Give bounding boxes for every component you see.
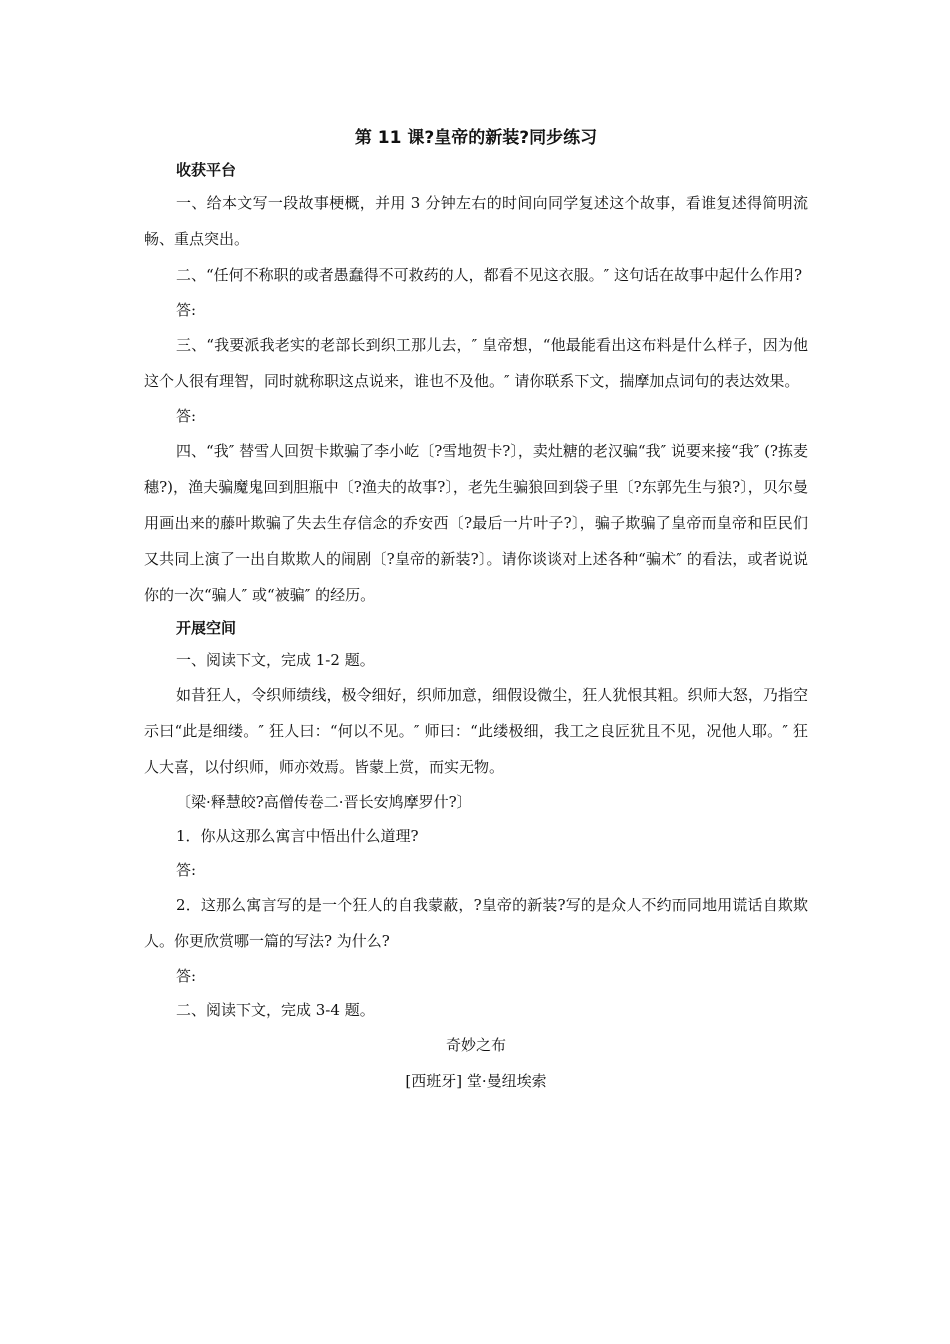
section-heading-expand: 开展空间 xyxy=(176,619,237,637)
answer-label: 答: xyxy=(176,407,197,425)
question-4: 四、“我″ 替雪人回贺卡欺骗了李小屹〔?雪地贺卡?〕，卖灶糖的老汉骗“我″ 说要来接“我″ (?拣麦穗?)，渔夫骗魔鬼回到胆瓶中〔?渔夫的故事?〕，老先生骗狼回到袋子里〔?东郭先生与狼?〕，贝尔曼用画出来的藤叶欺骗了失去生存信念的乔安西〔?最后一片叶子?〕，骗子欺骗了皇帝而皇帝和臣民们又共同上演了一出自欺欺人的闹剧〔?皇帝的新装?〕。请你谈谈对上述各种“骗术″ 的看法，或者说说你的一次“骗人″ 或“被骗″ 的经历。 xyxy=(144,442,808,604)
question-2: 二、“任何不称职的或者愚蠢得不可救药的人，都看不见这衣服。″ 这句话在故事中起什么作用? xyxy=(176,266,803,284)
answer-label: 答: xyxy=(176,861,197,879)
reading-intro-1: 一、阅读下文，完成 1-2 题。 xyxy=(176,651,375,669)
passage-source: 〔梁·释慧皎?高僧传卷二·晋长安鸠摩罗什?〕 xyxy=(176,793,472,811)
answer-label: 答: xyxy=(176,301,197,319)
story-title: 奇妙之布 xyxy=(445,1036,506,1054)
reading-intro-2: 二、阅读下文，完成 3-4 题。 xyxy=(176,1001,375,1019)
sub-question-2: 2．这那么寓言写的是一个狂人的自我蒙蔽，?皇帝的新装?写的是众人不约而同地用谎话自欺欺人。你更欣赏哪一篇的写法? 为什么? xyxy=(144,896,808,950)
question-3: 三、“我要派我老实的老部长到织工那儿去，″ 皇帝想，“他最能看出这布料是什么样子，因为他这个人很有理智，同时就称职这点说来，谁也不及他。″ 请你联系下文，揣摩加点词句的表达效果。 xyxy=(144,336,808,390)
answer-label: 答: xyxy=(176,967,197,985)
sub-question-1: 1．你从这那么寓言中悟出什么道理? xyxy=(176,827,419,845)
document-body xyxy=(144,123,808,1099)
story-author: [西班牙] 堂·曼纽埃索 xyxy=(405,1072,547,1090)
page-title: 第 11 课?皇帝的新装?同步练习 xyxy=(354,128,598,148)
question-1: 一、给本文写一段故事梗概，并用 3 分钟左右的时间向同学复述这个故事，看谁复述得简明流畅、重点突出。 xyxy=(144,194,808,248)
classical-passage: 如昔狂人，令织师绩线，极令细好，织师加意，细假设微尘，狂人犹恨其粗。织师大怒，乃指空示曰“此是细缕。″ 狂人曰：“何以不见。″ 师曰：“此缕极细，我工之良匠犹且不见，况他人耶。″ 狂人大喜，以付织师，师亦效焉。皆蒙上赏，而实无物。 xyxy=(144,686,808,776)
section-heading-harvest: 收获平台 xyxy=(176,161,237,179)
